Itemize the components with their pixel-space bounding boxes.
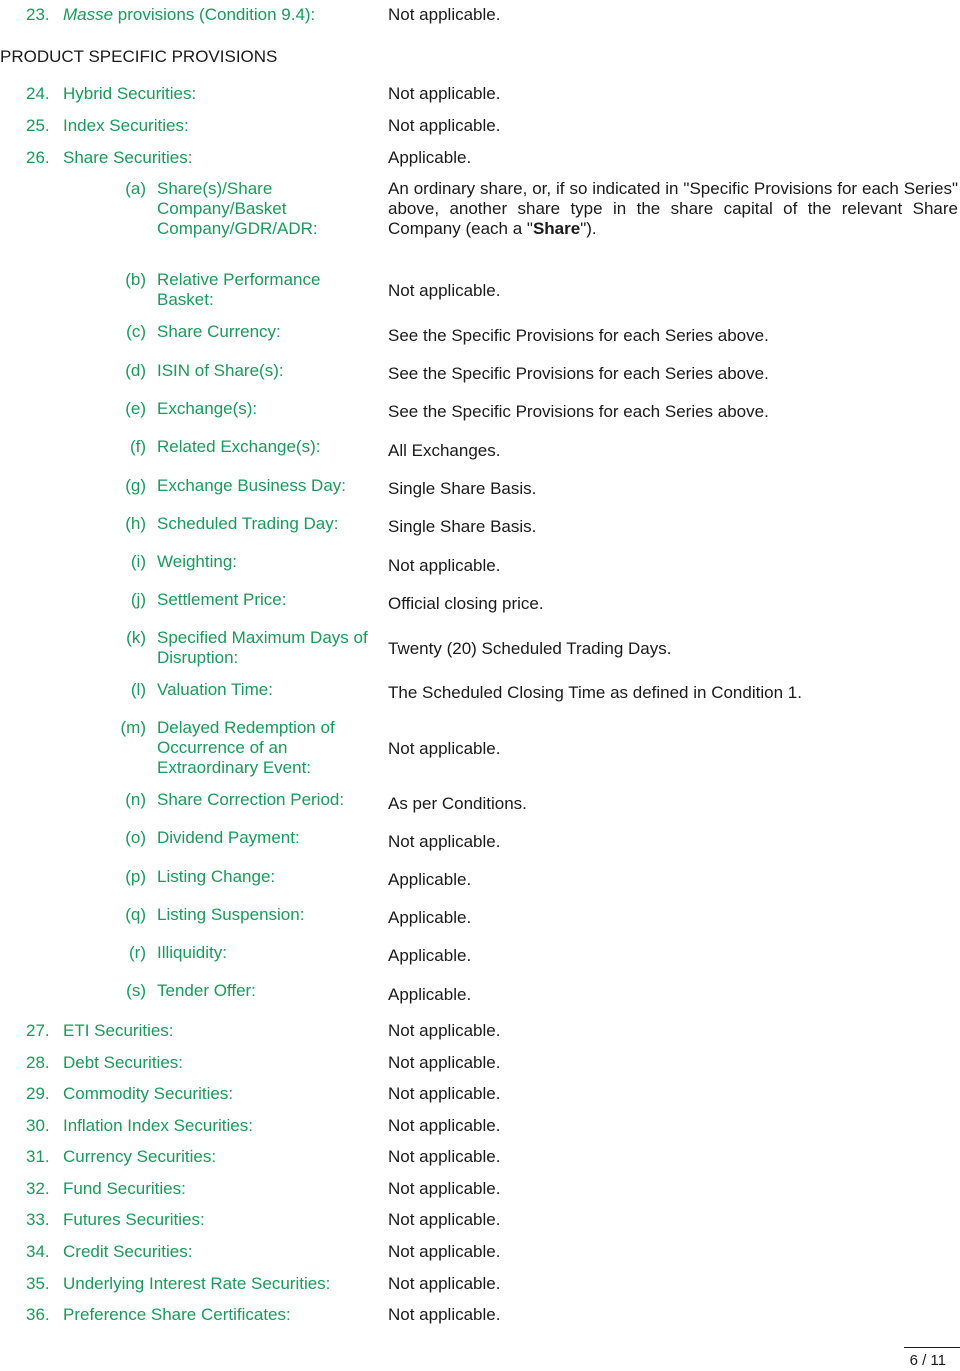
item-value: Not applicable. (388, 1021, 501, 1040)
sub-label-line: Company/Basket (157, 199, 287, 218)
item-number: 33. (26, 1210, 50, 1229)
item-label: Hybrid Securities: (63, 84, 197, 103)
sub-value: All Exchanges. (388, 441, 501, 460)
item-label: Share Securities: (63, 148, 193, 167)
sub-value: Not applicable. (388, 281, 501, 300)
item-number: 30. (26, 1116, 50, 1135)
item-value: Not applicable. (388, 1242, 501, 1261)
item-number: 35. (26, 1274, 50, 1293)
item-label: Underlying Interest Rate Securities: (63, 1274, 331, 1293)
sub-label (157, 179, 382, 239)
sub-n-row (0, 790, 960, 813)
sub-k-row (0, 628, 960, 670)
footer-rule (904, 1347, 960, 1348)
item-31-row (0, 1147, 960, 1167)
item-value: Not applicable. (388, 1305, 501, 1324)
item-33-row (0, 1210, 960, 1230)
item-35-row (0, 1274, 960, 1294)
item-number: 28. (26, 1053, 50, 1072)
sub-f-row (0, 437, 960, 460)
sub-value: Not applicable. (388, 832, 501, 851)
item-label: Credit Securities: (63, 1242, 193, 1261)
sub-value: See the Specific Provisions for each Series above. (388, 326, 769, 345)
item-number: 32. (26, 1179, 50, 1198)
item-label: Futures Securities: (63, 1210, 205, 1229)
sub-value-paragraph (388, 179, 958, 239)
item-label: Debt Securities: (63, 1053, 183, 1072)
item-label: Inflation Index Securities: (63, 1116, 253, 1135)
item-value: Not applicable. (388, 1053, 501, 1072)
item-label (63, 5, 315, 25)
sub-value: Not applicable. (388, 739, 501, 758)
item-label: Preference Share Certificates: (63, 1305, 291, 1324)
sub-letter: (r) (129, 943, 146, 962)
item-value: Applicable. (388, 148, 472, 167)
item-32-row (0, 1179, 960, 1199)
sub-e-row (0, 399, 960, 419)
sub-label: Dividend Payment: (157, 828, 300, 847)
sub-value: Applicable. (388, 908, 472, 927)
sub-label: Weighting: (157, 552, 238, 571)
sub-label: Share Currency: (157, 322, 281, 341)
sub-a-row (0, 179, 960, 241)
sub-value: See the Specific Provisions for each Series above. (388, 364, 769, 383)
sub-s-row (0, 981, 960, 1004)
sub-label-line: Company/GDR/ADR: (157, 219, 318, 238)
sub-letter: (l) (130, 680, 146, 699)
sub-letter: (h) (125, 514, 146, 533)
sub-value: Single Share Basis. (388, 479, 537, 498)
sub-label: Related Exchange(s): (157, 437, 321, 456)
item-23-row (0, 5, 960, 25)
sub-label: Exchange Business Day: (157, 476, 346, 495)
item-label: Fund Securities: (63, 1179, 186, 1198)
item-number: 29. (26, 1084, 50, 1103)
item-28-row (0, 1053, 960, 1073)
sub-label: Delayed Redemption of Occurrence of an Extraordinary Event: (157, 718, 335, 777)
sub-q-row (0, 905, 960, 925)
sub-value: Applicable. (388, 870, 472, 889)
item-label: Currency Securities: (63, 1147, 217, 1166)
sub-c-row (0, 322, 960, 345)
item-number: 34. (26, 1242, 50, 1261)
sub-b-row (0, 270, 960, 312)
sub-value-text: An ordinary share, or, if so indicated in "Specific Provisions for each Series" above, another share type in the share capital of the relevant Share Company (each a " (388, 179, 958, 238)
sub-o-row (0, 828, 960, 851)
sub-letter: (p) (125, 867, 146, 886)
sub-label: Illiquidity: (157, 943, 227, 962)
sub-letter: (o) (125, 828, 146, 847)
item-number: 27. (26, 1021, 50, 1040)
item-number: 36. (26, 1305, 50, 1324)
item-label-italic: Masse (63, 5, 114, 24)
sub-letter: (b) (125, 270, 146, 289)
sub-letter: (q) (125, 905, 146, 924)
sub-letter: (m) (120, 718, 146, 737)
item-value: Not applicable. (388, 84, 501, 103)
sub-value: As per Conditions. (388, 794, 527, 813)
item-value: Not applicable. (388, 1084, 501, 1103)
sub-j-row (0, 590, 960, 613)
sub-label: Listing Change: (157, 867, 276, 886)
item-number: 23. (26, 5, 50, 24)
sub-g-row (0, 476, 960, 496)
item-value: Not applicable. (388, 1274, 501, 1293)
page-number: 6 / 11 (909, 1352, 946, 1369)
sub-label: Listing Suspension: (157, 905, 305, 924)
sub-label: Exchange(s): (157, 399, 258, 418)
sub-value: Applicable. (388, 946, 472, 965)
sub-letter: (d) (125, 361, 146, 380)
sub-m-row (0, 718, 960, 780)
sub-d-row (0, 361, 960, 381)
item-label: Index Securities: (63, 116, 189, 135)
item-label: Commodity Securities: (63, 1084, 234, 1103)
sub-letter: (a) (125, 179, 146, 198)
sub-label: Valuation Time: (157, 680, 273, 699)
item-value: Not applicable. (388, 1210, 501, 1229)
item-value: Not applicable. (388, 116, 501, 135)
item-34-row (0, 1242, 960, 1262)
item-number: 26. (26, 148, 50, 167)
sub-letter: (e) (125, 399, 146, 418)
sub-letter: (f) (129, 437, 146, 456)
sub-value: Official closing price. (388, 594, 544, 613)
sub-value-bold: Share (532, 219, 581, 238)
sub-letter: (s) (126, 981, 146, 1000)
sub-label: ISIN of Share(s): (157, 361, 284, 380)
sub-value: Twenty (20) Scheduled Trading Days. (388, 639, 672, 658)
sub-p-row (0, 867, 960, 887)
sub-label: Settlement Price: (157, 590, 287, 609)
item-36-row (0, 1305, 960, 1325)
item-30-row (0, 1116, 960, 1136)
item-value: Not applicable. (388, 1179, 501, 1198)
sub-letter: (i) (130, 552, 146, 571)
item-label-rest: provisions (Condition 9.4): (113, 5, 316, 24)
item-value: Not applicable. (388, 1147, 501, 1166)
item-26-row (0, 148, 960, 168)
sub-l-row (0, 680, 960, 700)
sub-letter: (k) (126, 628, 146, 647)
sub-label-line: Share(s)/Share (157, 179, 273, 198)
item-25-row (0, 116, 960, 136)
item-value: Not applicable. (388, 5, 501, 24)
item-27-row (0, 1021, 960, 1041)
sub-letter: (c) (126, 322, 146, 341)
sub-letter: (n) (125, 790, 146, 809)
item-number: 24. (26, 84, 50, 103)
item-29-row (0, 1084, 960, 1104)
item-24-row (0, 84, 960, 104)
sub-letter: (g) (125, 476, 146, 495)
sub-label: Specified Maximum Days of Disruption: (157, 628, 368, 667)
item-label: ETI Securities: (63, 1021, 174, 1040)
sub-label: Share Correction Period: (157, 790, 345, 809)
sub-i-row (0, 552, 960, 575)
sub-label: Relative Performance Basket: (157, 270, 321, 309)
sub-value: Applicable. (388, 985, 472, 1004)
sub-value: Not applicable. (388, 556, 501, 575)
sub-letter: (j) (130, 590, 146, 609)
sub-value: See the Specific Provisions for each Series above. (388, 402, 769, 421)
sub-value: Single Share Basis. (388, 517, 537, 536)
item-value: Not applicable. (388, 1116, 501, 1135)
sub-r-row (0, 943, 960, 963)
item-number: 31. (26, 1147, 50, 1166)
sub-label: Tender Offer: (157, 981, 256, 1000)
sub-h-row (0, 514, 960, 534)
sub-label: Scheduled Trading Day: (157, 514, 339, 533)
section-heading: PRODUCT SPECIFIC PROVISIONS (0, 47, 278, 66)
sub-value: The Scheduled Closing Time as defined in Condition 1. (388, 683, 802, 702)
item-number: 25. (26, 116, 50, 135)
sub-value-text-end: "). (580, 219, 597, 238)
